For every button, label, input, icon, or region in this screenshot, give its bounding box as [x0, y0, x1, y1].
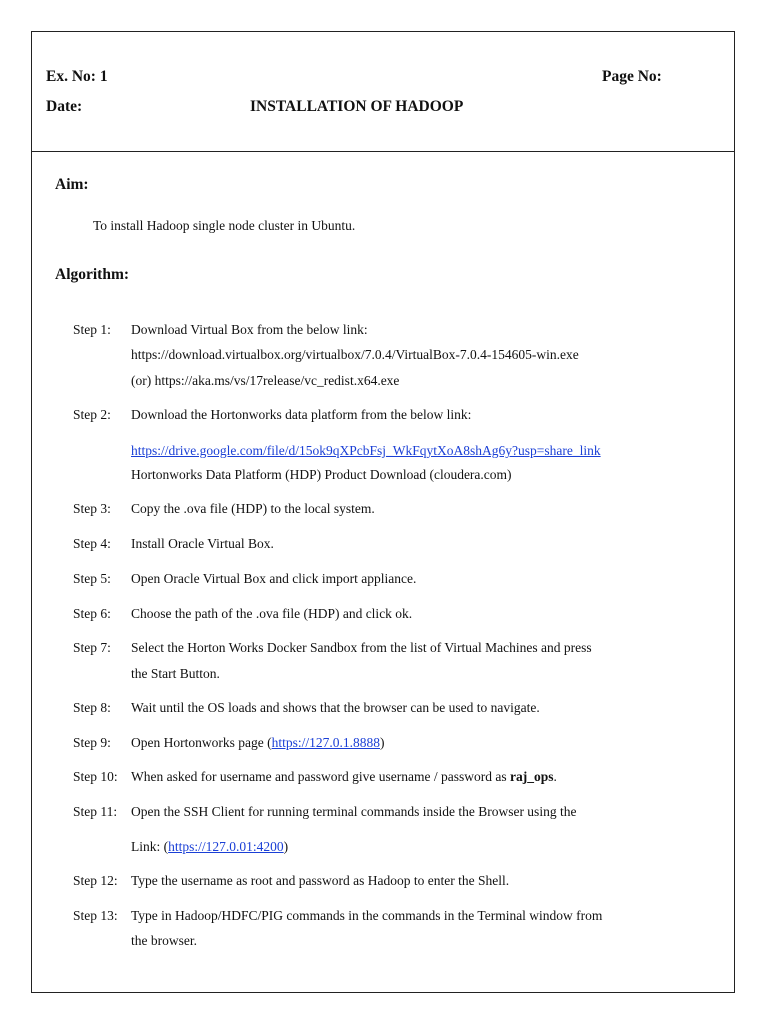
step-10-text: [131, 768, 557, 786]
step-9-prefix: Open Hortonworks page (: [131, 735, 272, 750]
credentials-value: raj_ops: [510, 769, 554, 784]
step-10-prefix: When asked for username and password give username / password as: [131, 769, 511, 784]
date-label: Date:: [46, 98, 83, 115]
step-1-alt-url: (or) https://aka.ms/vs/17release/vc_redist.x64.exe: [131, 373, 400, 388]
step-9-suffix: ): [379, 735, 385, 750]
step-11-label: Step 11:: [73, 804, 118, 819]
step-13-label: Step 13:: [73, 908, 118, 923]
header-divider: [31, 151, 735, 152]
step-3-label: Step 3:: [73, 501, 111, 516]
step-5-label: Step 5:: [73, 571, 111, 586]
step-11-suffix: ): [283, 839, 289, 854]
step-13-text-line-2: the browser.: [131, 933, 197, 948]
hortonworks-page-link[interactable]: https://127.0.1.8888: [271, 735, 380, 750]
ssh-client-link[interactable]: https://127.0.01:4200: [168, 839, 284, 854]
algorithm-heading: Algorithm:: [55, 266, 130, 283]
step-2-link-line: [131, 442, 601, 460]
hdp-download-link[interactable]: https://drive.google.com/file/d/15ok9qXPcbFsj_WkFqytXoA8shAg6y?usp=share_link: [131, 443, 601, 458]
step-1-url: https://download.virtualbox.org/virtualbox/7.0.4/VirtualBox-7.0.4-154605-win.exe: [131, 347, 579, 362]
step-10-label: Step 10:: [73, 769, 118, 784]
step-5-text: Open Oracle Virtual Box and click import appliance.: [131, 571, 417, 586]
step-12-text: Type the username as root and password as Hadoop to enter the Shell.: [131, 873, 510, 888]
step-2-subtext: Hortonworks Data Platform (HDP) Product Download (cloudera.com): [131, 467, 512, 482]
step-8-label: Step 8:: [73, 700, 111, 715]
step-11-link-line: [131, 838, 288, 856]
aim-heading: Aim:: [55, 176, 89, 193]
step-7-label: Step 7:: [73, 640, 111, 655]
step-7-text-line-2: the Start Button.: [131, 666, 220, 681]
step-9-label: Step 9:: [73, 735, 111, 750]
step-4-label: Step 4:: [73, 536, 111, 551]
step-9-text: [131, 734, 384, 752]
step-6-label: Step 6:: [73, 606, 111, 621]
page-number: Page No:: [602, 68, 662, 85]
aim-text: To install Hadoop single node cluster in Ubuntu.: [93, 218, 356, 233]
step-12-label: Step 12:: [73, 873, 118, 888]
exercise-number: Ex. No: 1: [46, 68, 108, 85]
step-13-text-line-1: Type in Hadoop/HDFC/PIG commands in the commands in the Terminal window from: [131, 908, 603, 923]
step-11-prefix: Link: (: [131, 839, 169, 854]
step-2-text: Download the Hortonworks data platform from the below link:: [131, 407, 472, 422]
page-title: INSTALLATION OF HADOOP: [250, 98, 464, 115]
step-6-text: Choose the path of the .ova file (HDP) and click ok.: [131, 606, 413, 621]
step-11-text: Open the SSH Client for running terminal commands inside the Browser using the: [131, 804, 577, 819]
step-1-label: Step 1:: [73, 322, 111, 337]
step-1-text: Download Virtual Box from the below link:: [131, 322, 368, 337]
step-8-text: Wait until the OS loads and shows that the browser can be used to navigate.: [131, 700, 540, 715]
step-3-text: Copy the .ova file (HDP) to the local system.: [131, 501, 375, 516]
step-7-text-line-1: Select the Horton Works Docker Sandbox from the list of Virtual Machines and press: [131, 640, 592, 655]
step-10-suffix: .: [553, 769, 557, 784]
step-2-label: Step 2:: [73, 407, 111, 422]
step-4-text: Install Oracle Virtual Box.: [131, 536, 274, 551]
